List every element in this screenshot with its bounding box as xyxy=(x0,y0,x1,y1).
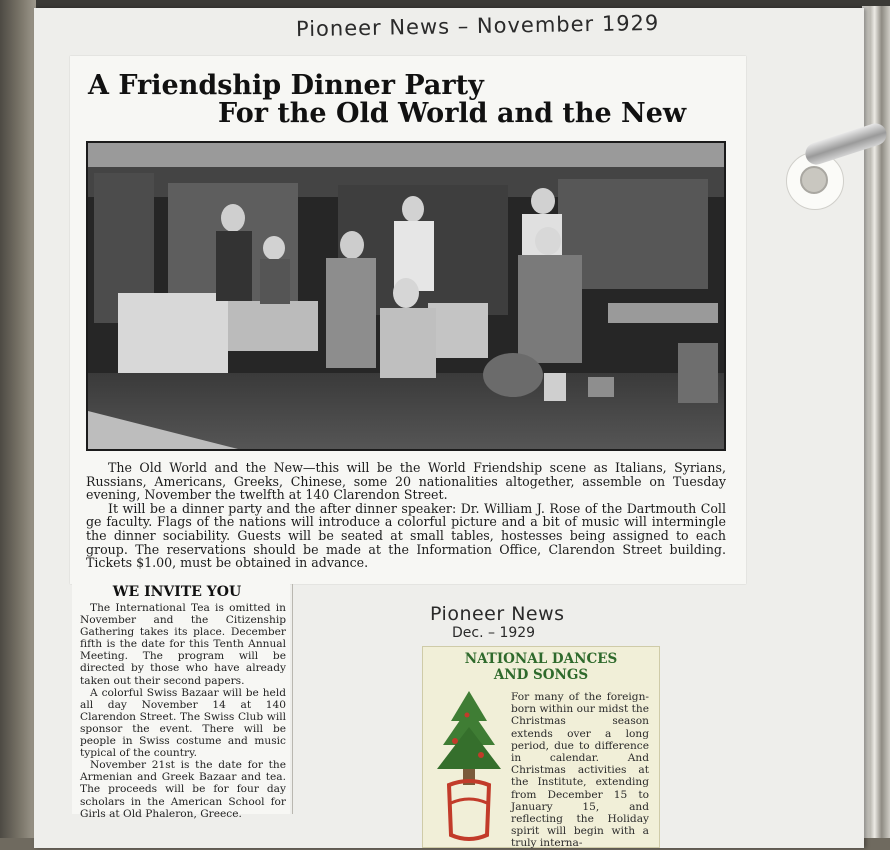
main-article-paragraph-1: The Old World and the New—this will be the World Friendship scene as Italians, Syrians, Russians, Americans, Greeks, Chinese, some 20 nationalities altogether, assemble on Tuesday evening, November the twelfth at 140 Clarendon Street. xyxy=(86,460,726,503)
main-article-body xyxy=(86,461,726,570)
dances-title-line-1: NATIONAL DANCES xyxy=(464,651,618,667)
invite-clipping xyxy=(72,582,290,820)
invite-paragraph-1: The International Tea is omitted in November and the Citizenship Gathering takes its place. December fifth is the date for this Tenth Annual Meeting. The program will be directed by those who have already taken out their second papers. xyxy=(80,602,286,687)
photograph-image xyxy=(88,143,724,449)
handwritten-label-november: Pioneer News – November 1929 xyxy=(295,10,660,42)
main-article-clipping xyxy=(70,56,746,584)
binder-hole xyxy=(800,166,828,194)
dances-title-line-2: AND SONGS xyxy=(493,667,589,683)
dances-clipping xyxy=(422,646,660,848)
dances-body: For many of the foreign-born within our midst the Christmas season extends over a long period, due to difference in calendar. And Christmas activities at the Institute, extending from December 15 to January 15, and reflecting the Holiday spirit will begin with a truly interna- xyxy=(511,691,649,850)
main-article-paragraph-2: It will be a dinner party and the after dinner speaker: Dr. William J. Rose of the Dartmouth Coll ge faculty. Flags of the nations will introduce a colorful picture and a bit of music will intermingle the dinner sociability. Guests will be seated at small tables, hostesses being assigned to each group. The reservations should be made at the Information Office, Clarendon Street building. Tickets $1.00, must be obtained in advance. xyxy=(86,500,726,571)
scrapbook-left-edge xyxy=(0,0,36,838)
headline-line-1: A Friendship Dinner Party xyxy=(88,70,484,101)
invite-paragraph-2: A colorful Swiss Bazaar will be held all day November 14 at 140 Clarendon Street. The Swiss Club will sponsor the event. There will be people in Swiss costume and music typical of the country. xyxy=(80,686,286,760)
clipping-divider xyxy=(292,584,293,814)
headline-line-2: For the Old World and the New xyxy=(218,98,687,129)
invite-title: WE INVITE YOU xyxy=(112,584,242,600)
invite-paragraph-3: November 21st is the date for the Armenian and Greek Bazaar and tea. The proceeds will be for four day scholars in the American School for Girls at Old Phaleron, Greece. xyxy=(80,759,286,820)
invite-body xyxy=(80,602,286,820)
dances-title xyxy=(423,651,659,683)
group-photograph xyxy=(86,141,726,451)
christmas-tree-icon xyxy=(429,685,509,845)
handwritten-label-december: Pioneer News xyxy=(430,603,565,625)
handwritten-label-december-date: Dec. – 1929 xyxy=(452,625,536,641)
